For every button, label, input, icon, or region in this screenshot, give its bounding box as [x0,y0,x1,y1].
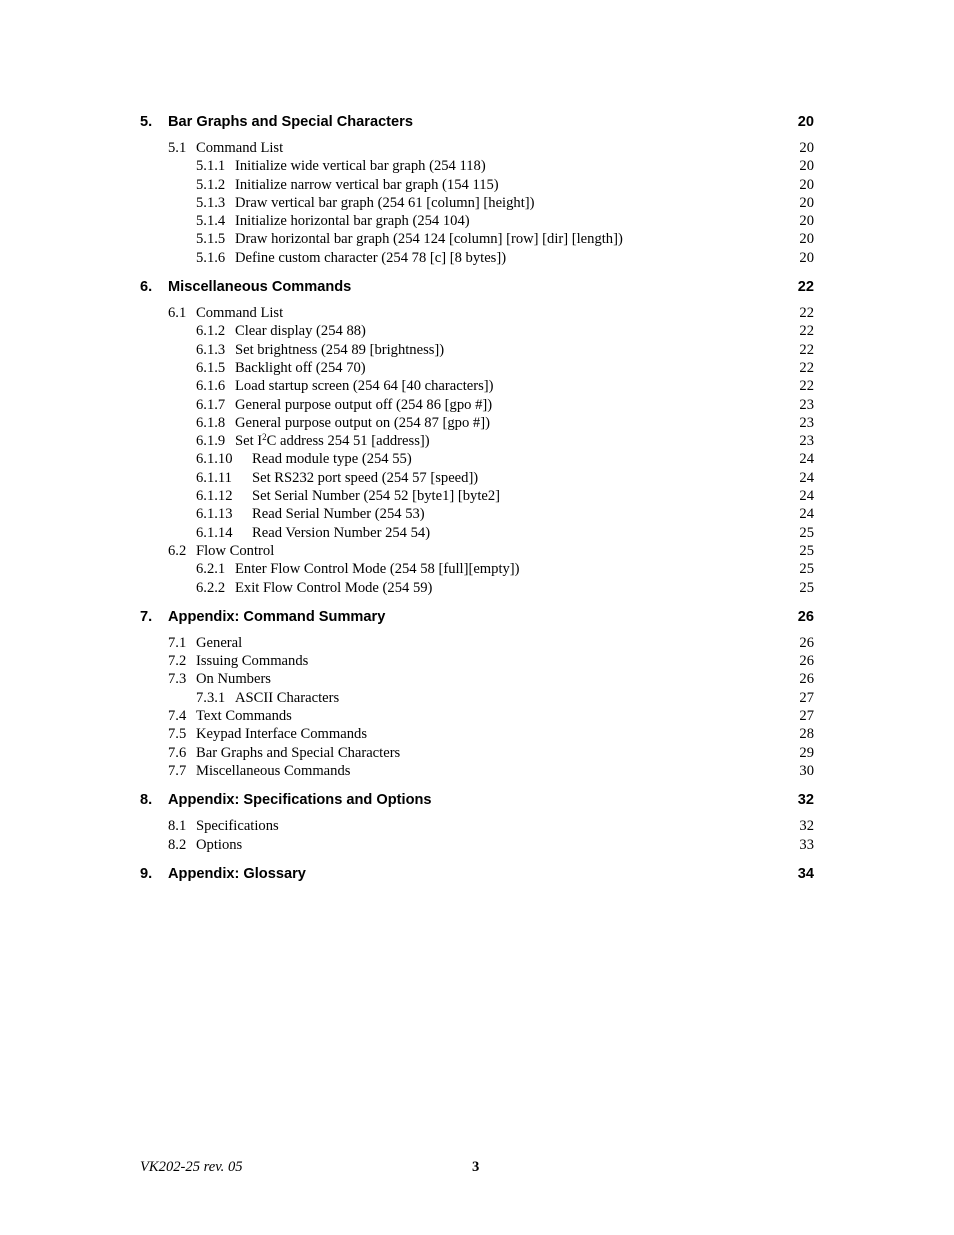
toc-entry-page: 29 [796,744,814,762]
toc-entry-page: 26 [795,607,814,628]
toc-entry-label [196,450,414,468]
toc-entry-label [196,524,432,542]
toc-entry-page: 24 [796,469,814,487]
toc-entry[interactable] [140,157,814,175]
toc-entry-number: 6.1.13 [196,506,233,523]
toc-entry[interactable] [140,377,814,395]
toc-entry-number: 6. [140,279,153,296]
toc-entry-page: 24 [796,505,814,523]
toc-entry-title: Read Serial Number (254 53) [252,506,425,523]
toc-entry-label [168,725,369,743]
toc-entry-number: 7.7 [168,762,187,779]
toc-entry-title: Load startup screen (254 64 [40 characters]) [235,378,494,395]
toc-entry-number: 8.2 [168,836,187,853]
toc-entry-title: Issuing Commands [196,653,309,670]
toc-entry-label [168,836,244,854]
toc-entry-label [196,414,492,432]
toc-entry[interactable] [140,277,814,298]
toc-entry-label [196,579,434,597]
toc-entry-number: 5.1.2 [196,176,226,193]
toc-entry-label [196,176,501,194]
toc-entry-page: 22 [796,322,814,340]
toc-entry-page: 24 [796,450,814,468]
toc-entry[interactable] [140,836,814,854]
toc-entry-page: 34 [795,864,814,885]
toc-entry-title: Set RS232 port speed (254 57 [speed]) [252,469,479,486]
toc-entry-label [168,670,273,688]
toc-entry-label [168,304,285,322]
toc-entry-number: 5. [140,114,153,130]
toc-entry-title: On Numbers [196,671,271,688]
toc-entry[interactable] [140,689,814,707]
toc-entry-page: 20 [796,157,814,175]
toc-entry-page: 20 [796,212,814,230]
toc-entry[interactable] [140,450,814,468]
toc-entry-page: 27 [796,707,814,725]
toc-entry-number: 6.1.7 [196,396,226,413]
toc-entry-label [140,864,308,885]
toc-entry-page: 32 [796,817,814,835]
toc-entry-title: Options [196,836,243,853]
toc-entry-page: 20 [796,139,814,157]
footer-page-number: 3 [472,1159,480,1175]
toc-entry-title: Specifications [196,818,279,835]
toc-entry-title-part: Set I [235,433,263,450]
toc-entry-label [196,689,341,707]
toc-entry-label [196,341,446,359]
toc-entry-title: Draw horizontal bar graph (254 124 [column] [row] [dir] [length]) [235,231,623,248]
toc-entry-number: 6.1.2 [196,323,226,340]
toc-entry-label [140,112,415,133]
toc-entry-label [168,652,310,670]
toc-entry-label [168,634,244,652]
toc-entry-label [168,139,285,157]
toc-entry-label [196,396,494,414]
toc-entry-title: Draw vertical bar graph (254 61 [column] [height]) [235,194,535,211]
toc-entry[interactable] [140,542,814,560]
toc-entry-label [140,607,387,628]
toc-entry-label [168,744,402,762]
toc-entry-number: 7.6 [168,744,187,761]
toc-entry-label [196,487,502,505]
toc-entry-page: 25 [796,542,814,560]
toc-entry-title: General purpose output off (254 86 [gpo #]) [235,396,493,413]
toc-entry-number: 5.1 [168,140,187,156]
toc-entry-title: General purpose output on (254 87 [gpo #]) [235,414,490,431]
toc-entry-title: Miscellaneous Commands [196,762,351,779]
toc-entry-title: Appendix: Glossary [168,865,306,882]
toc-entry-page: 22 [796,341,814,359]
toc-entry-page: 22 [796,359,814,377]
toc-entry-number: 6.1.12 [196,488,233,505]
toc-entry-number: 7.5 [168,726,187,743]
toc-entry-number: 5.1.3 [196,194,226,211]
toc-entry-label [196,230,625,248]
toc-entry-label [196,249,508,267]
toc-entry-page: 25 [796,560,814,578]
toc-entry-number: 5.1.1 [196,158,226,175]
toc-entry[interactable] [140,505,814,523]
toc-entry-title: ASCII Characters [235,689,340,706]
toc-entry[interactable] [140,487,814,505]
toc-entry-number: 7.4 [168,708,187,725]
toc-entry[interactable] [140,249,814,267]
toc-entry-title: Read Version Number 254 54) [252,524,431,541]
toc-entry[interactable] [140,707,814,725]
toc-entry-title: Enter Flow Control Mode (254 58 [full][empty]) [235,561,520,578]
toc-entry[interactable] [140,139,814,157]
toc-entry-page: 20 [796,194,814,212]
toc-entry[interactable] [140,864,814,885]
toc-entry-title: Bar Graphs and Special Characters [196,744,401,761]
toc-entry-title: Appendix: Specifications and Options [168,792,432,809]
toc-entry-page: 20 [796,249,814,267]
table-of-contents [140,112,814,891]
toc-entry-label [196,432,432,450]
toc-entry-page: 23 [796,396,814,414]
toc-entry-number: 6.1.9 [196,433,226,450]
toc-entry-title: Initialize horizontal bar graph (254 104) [235,213,470,230]
toc-entry-page: 25 [796,579,814,597]
toc-entry-label [196,469,480,487]
toc-entry-label [168,707,294,725]
toc-entry-number: 6.1.3 [196,341,226,358]
toc-entry[interactable] [140,560,814,578]
toc-entry-page: 20 [795,112,814,133]
toc-entry-number: 6.1.10 [196,451,233,468]
toc-entry-page: 20 [796,230,814,248]
toc-entry-title: Read module type (254 55) [252,451,412,468]
toc-entry-number: 6.1.5 [196,359,226,376]
toc-entry-title: Define custom character (254 78 [c] [8 bytes]) [235,249,507,266]
toc-entry-label [196,505,427,523]
toc-entry-label [196,157,488,175]
toc-entry-page: 23 [796,414,814,432]
toc-entry[interactable] [140,579,814,597]
toc-entry-page: 30 [796,762,814,780]
toc-entry[interactable] [140,524,814,542]
toc-entry-page: 24 [796,487,814,505]
toc-entry-title: Bar Graphs and Special Characters [168,114,413,130]
toc-entry-page: 23 [796,432,814,450]
toc-entry-label [196,377,496,395]
toc-entry-page: 22 [796,304,814,322]
toc-entry[interactable] [140,432,814,450]
toc-entry-title: Command List [196,305,284,322]
toc-entry[interactable] [140,176,814,194]
toc-entry-number: 6.1 [168,305,187,322]
toc-entry-title-part: C address 254 51 [address]) [266,433,430,450]
toc-entry-number: 5.1.4 [196,213,226,230]
toc-entry[interactable] [140,744,814,762]
toc-entry-title: Exit Flow Control Mode (254 59) [235,579,433,596]
toc-entry-title: Text Commands [196,708,292,725]
toc-entry-page: 22 [796,377,814,395]
toc-entry-number: 6.2 [168,542,187,559]
toc-entry-title: General [196,634,243,651]
toc-entry-label [196,322,368,340]
toc-entry-number: 5.1.5 [196,231,226,248]
toc-entry-title-superscript: 2 [262,432,267,443]
toc-entry[interactable] [140,230,814,248]
toc-entry-number: 6.2.2 [196,579,226,596]
toc-entry-label [196,212,472,230]
toc-entry[interactable] [140,322,814,340]
toc-entry[interactable] [140,194,814,212]
toc-entry[interactable] [140,652,814,670]
toc-entry[interactable] [140,725,814,743]
toc-entry[interactable] [140,212,814,230]
toc-entry-label [196,194,536,212]
toc-entry[interactable] [140,359,814,377]
toc-entry-number: 9. [140,865,153,882]
toc-entry-title: Flow Control [196,542,275,559]
toc-entry-page: 28 [796,725,814,743]
toc-entry-title: Clear display (254 88) [235,323,366,340]
toc-entry[interactable] [140,396,814,414]
toc-entry-page: 22 [795,277,814,298]
toc-entry[interactable] [140,341,814,359]
toc-entry[interactable] [140,469,814,487]
toc-entry-number: 7.2 [168,653,187,670]
toc-entry-number: 7.3 [168,671,187,688]
toc-entry-label [168,817,281,835]
toc-entry-title: Initialize narrow vertical bar graph (154 115) [235,176,499,193]
toc-entry-number: 8. [140,792,153,809]
toc-entry-page: 32 [795,790,814,811]
toc-entry-number: 5.1.6 [196,249,226,266]
toc-entry[interactable] [140,607,814,628]
toc-entry-page: 33 [796,836,814,854]
toc-entry-number: 7.3.1 [196,689,226,706]
toc-entry[interactable] [140,762,814,780]
toc-entry[interactable] [140,670,814,688]
toc-entry-label [140,277,353,298]
toc-entry-number: 6.1.11 [196,469,232,486]
toc-entry-title: Command List [196,140,284,156]
toc-entry-title [235,433,430,449]
toc-entry-page: 26 [796,652,814,670]
toc-entry-title: Set brightness (254 89 [brightness]) [235,341,445,358]
toc-entry-page: 26 [796,670,814,688]
toc-entry-number: 7.1 [168,634,187,651]
toc-entry-title: Keypad Interface Commands [196,726,368,743]
toc-entry-title: Backlight off (254 70) [235,359,366,376]
toc-entry[interactable] [140,634,814,652]
toc-entry-number: 6.1.14 [196,524,233,541]
toc-entry-page: 26 [796,634,814,652]
toc-entry-number: 6.1.6 [196,378,226,395]
toc-entry-page: 27 [796,689,814,707]
toc-entry[interactable] [140,112,814,133]
toc-entry-page: 25 [796,524,814,542]
toc-entry-title: Miscellaneous Commands [168,279,352,296]
footer-document-id: VK202-25 rev. 05 [140,1159,243,1175]
toc-entry-page: 20 [796,176,814,194]
toc-entry-number: 8.1 [168,818,187,835]
toc-entry[interactable] [140,304,814,322]
toc-entry[interactable] [140,414,814,432]
toc-entry[interactable] [140,817,814,835]
toc-entry-number: 6.2.1 [196,561,226,578]
toc-entry[interactable] [140,790,814,811]
toc-entry-label [168,762,352,780]
toc-entry-number: 6.1.8 [196,414,226,431]
toc-entry-label [168,542,276,560]
toc-entry-title: Set Serial Number (254 52 [byte1] [byte2] [252,488,501,505]
toc-entry-label [140,790,434,811]
toc-entry-label [196,359,368,377]
toc-entry-number: 7. [140,608,153,625]
toc-entry-label [196,560,522,578]
toc-entry-title: Appendix: Command Summary [168,608,386,625]
toc-entry-title: Initialize wide vertical bar graph (254 118) [235,158,486,175]
